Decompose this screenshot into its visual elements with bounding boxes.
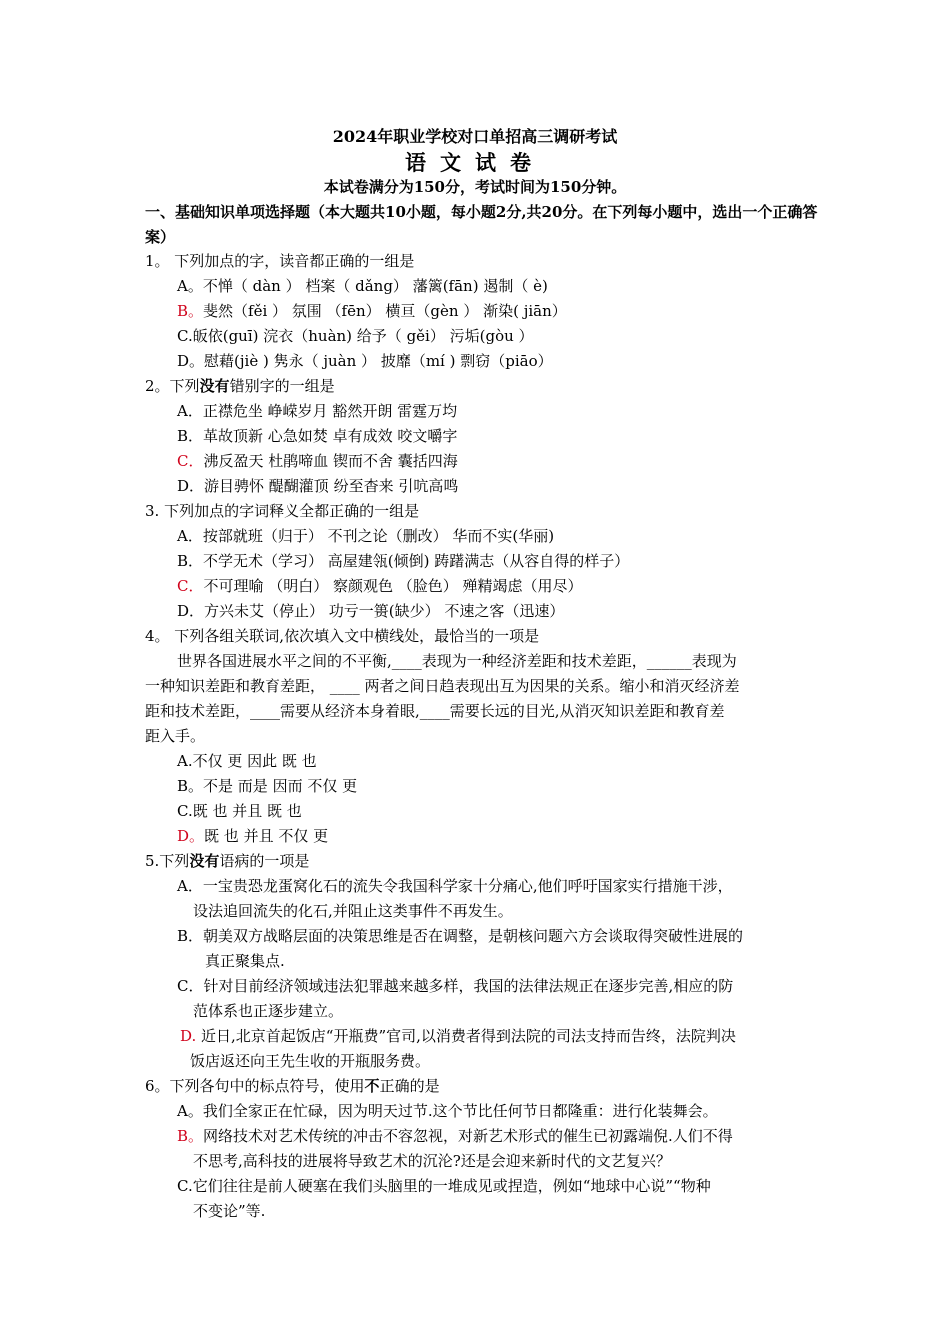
q2-option-c: C．沸反盈天 杜鹃啼血 锲而不舍 囊括四海: [177, 452, 458, 470]
q3-option-a: A．按部就班（归于） 不刊之论（删改） 华而不实(华丽): [177, 527, 555, 545]
q5-option-d-line-1: D. 近日,北京首起饭店“开瓶费”官司,以消费者得到法院的司法支持而告终，法院判决: [180, 1027, 736, 1045]
q4-option-b: B。不是 而是 因而 不仅 更: [177, 777, 358, 795]
q5-option-c-line-2: 范体系也正逐步建立。: [193, 1002, 344, 1020]
q6-option-c-line-1: C.它们往往是前人硬塞在我们头脑里的一堆成见或捏造，例如“地球中心说”“物种: [177, 1177, 711, 1195]
q4-passage-line-1: 世界各国进展水平之间的不平衡,____表现为一种经济差距和技术差距，______表现为: [177, 652, 737, 670]
q3-option-b: B．不学无术（学习） 高屋建瓴(倾倒) 踌躇满志（从容自得的样子）: [177, 552, 630, 570]
q2-option-d: D．游目骋怀 醍醐灌顶 纷至杳来 引吭高鸣: [177, 477, 459, 495]
q4-option-c: C.既 也 并且 既 也: [177, 802, 302, 820]
section-heading: 一、基础知识单项选择题（本大题共10小题，每小题2分,共20分。在下列每小题中，选出一个正确答案）: [145, 203, 818, 246]
q5-stem: 5.下列没有语病的一项是: [145, 852, 310, 870]
q6-option-c-line-2: 不变论”等.: [193, 1202, 266, 1220]
q4-passage-line-2: 一种知识差距和教育差距， ____ 两者之间日趋表现出互为因果的关系。缩小和消灭经济差: [145, 677, 740, 695]
q2-stem: 2。下列没有错别字的一组是: [145, 377, 335, 395]
q5-option-a-line-2: 设法追回流失的化石,并阻止这类事件不再发生。: [193, 902, 513, 920]
q1-option-c: C.皈依(guī) 浣衣（huàn) 给予（ gěi） 污垢(gòu ）: [177, 327, 534, 345]
q4-passage-line-4: 距入手。: [145, 727, 206, 745]
q3-stem: 3. 下列加点的字词释义全都正确的一组是: [145, 502, 420, 520]
q4-stem: 4。 下列各组关联词,依次填入文中横线处，最恰当的一项是: [145, 627, 540, 645]
q6-option-a: A。我们全家正在忙碌，因为明天过节.这个节比任何节日都隆重：进行化装舞会。: [177, 1102, 718, 1120]
q5-option-c-line-1: C．针对目前经济领域违法犯罪越来越多样，我国的法律法规正在逐步完善,相应的防: [177, 977, 734, 995]
q4-option-d: D。既 也 并且 不仅 更: [177, 827, 329, 845]
q6-stem: 6。下列各句中的标点符号，使用不正确的是: [145, 1077, 440, 1095]
q1-option-a: A。不惮（ dàn ） 档案（ dǎng） 藩篱(fān) 遏制（ è): [177, 277, 548, 295]
exam-subtitle: 语文试卷: [405, 150, 545, 175]
q4-passage-line-3: 距和技术差距，____需要从经济本身着眼,____需要长远的目光,从消灭知识差距和教育差: [145, 702, 725, 720]
q3-option-c: C．不可理喻 （明白） 察颜观色 （脸色） 殚精竭虑（用尽）: [177, 577, 583, 595]
q2-option-a: A．正襟危坐 峥嵘岁月 豁然开朗 雷霆万均: [177, 402, 458, 420]
q6-option-b-line-1: B。网络技术对艺术传统的冲击不容忽视，对新艺术形式的催生已初露端倪.人们不得: [177, 1127, 733, 1145]
exam-info: 本试卷满分为150分，考试时间为150分钟。: [323, 178, 627, 196]
q5-option-d-line-2: 饭店返还向王先生收的开瓶服务费。: [190, 1052, 431, 1070]
q1-option-d: D。慰藉(jiè ) 隽永（ juàn ） 披靡（mí ) 剽窃（piāo）: [177, 352, 553, 370]
exam-title: 2024年职业学校对口单招高三调研考试: [332, 127, 618, 146]
q6-option-b-line-2: 不思考,高科技的进展将导致艺术的沉沦?还是会迎来新时代的文艺复兴？: [193, 1152, 671, 1170]
q1-option-b: B。斐然（fěi ） 氛围 （fēn） 横亘（gèn ） 渐染( jiān）: [177, 302, 567, 320]
q3-option-d: D．方兴未艾（停止） 功亏一篑(缺少） 不速之客（迅速）: [177, 602, 565, 620]
q5-option-a-line-1: A．一宝贵恐龙蛋窝化石的流失令我国科学家十分痛心,他们呼吁国家实行措施干涉，: [177, 877, 733, 895]
q2-option-b: B．革故顶新 心急如焚 卓有成效 咬文嚼字: [177, 427, 458, 445]
q5-option-b-line-1: B．朝美双方战略层面的决策思维是否在调整，是朝核问题六方会谈取得突破性进展的: [177, 927, 744, 945]
q5-option-b-line-2: 真正聚集点.: [205, 952, 285, 970]
q1-stem: 1。 下列加点的字，读音都正确的一组是: [145, 252, 415, 270]
q4-option-a: A.不仅 更 因此 既 也: [177, 752, 317, 770]
